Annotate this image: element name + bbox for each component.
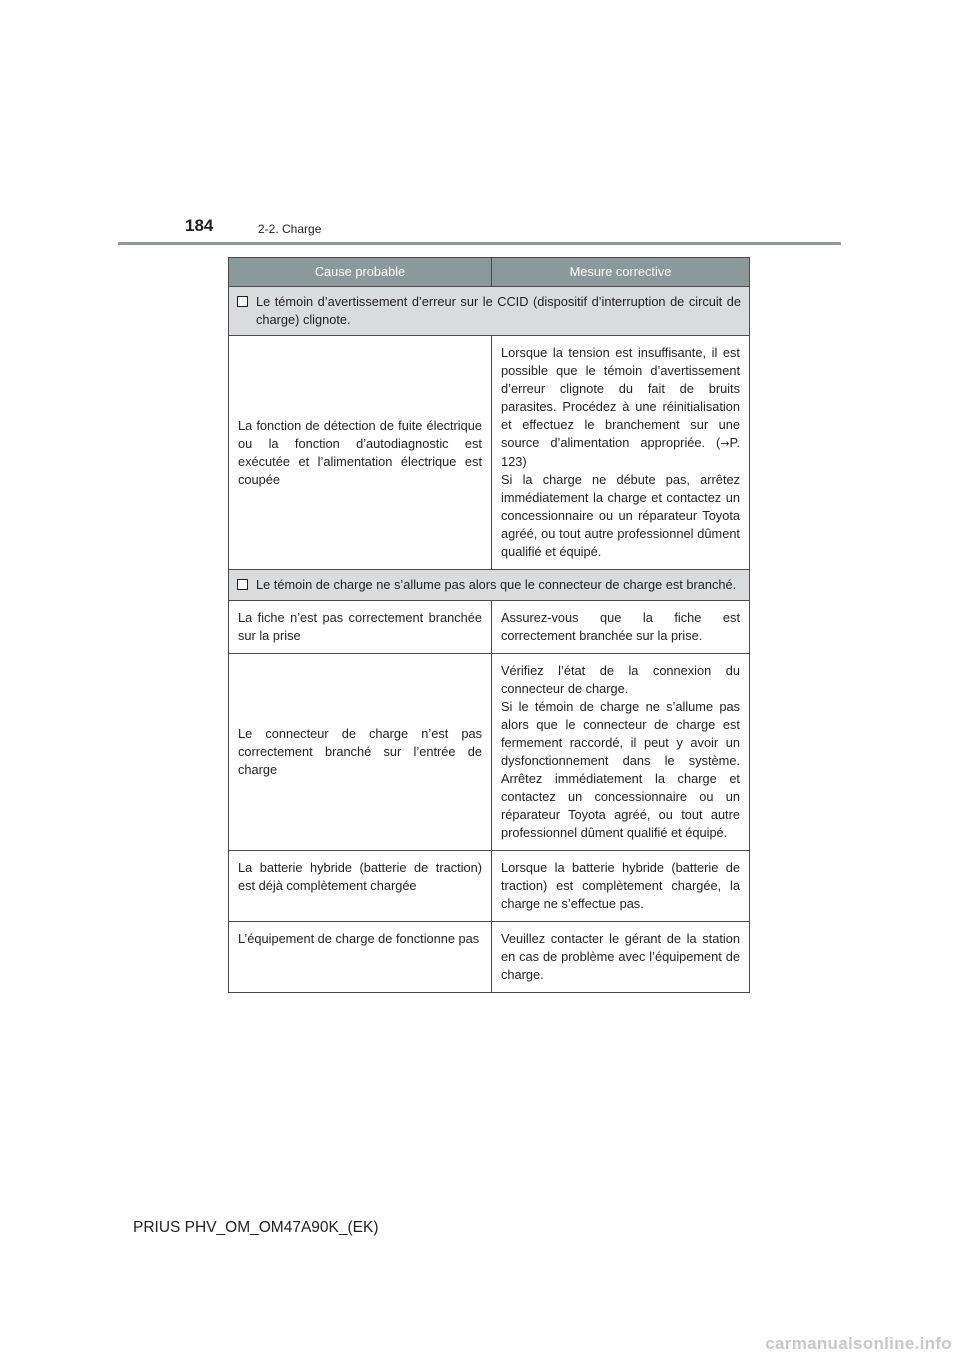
- action-cell: Assurez-vous que la fiche est correctement branchée sur la prise.: [492, 601, 750, 654]
- table-row: [229, 654, 750, 851]
- arrow-right-icon: →: [720, 437, 730, 450]
- action-cell: Lorsque la batterie hybride (batterie de traction) est complètement chargée, la charge ne s’effectue pas.: [492, 851, 750, 922]
- group-title: [229, 287, 750, 336]
- table-header-row: [229, 258, 750, 287]
- cause-cell: L’équipement de charge de fonctionne pas: [229, 922, 492, 993]
- action-text: Vérifiez l’état de la connexion du connecteur de charge.: [501, 663, 740, 696]
- table-row: [229, 601, 750, 654]
- table-row: [229, 336, 750, 570]
- checkbox-bullet-icon: [237, 296, 248, 307]
- action-text: Si la charge ne débute pas, arrêtez immédiatement la charge et contactez un concessionnaire ou un réparateur Toyota agréé, ou tout autre professionnel dûment qualifié et équipé.: [501, 472, 740, 559]
- document-code: PRIUS PHV_OM_OM47A90K_(EK): [133, 1219, 379, 1236]
- action-cell: [492, 654, 750, 851]
- troubleshooting-table: [228, 257, 750, 993]
- group-row: [229, 287, 750, 336]
- header-cause: Cause probable: [229, 258, 492, 287]
- page-number: 184: [185, 216, 214, 235]
- group-title-text: Le témoin de charge ne s’allume pas alors que le connecteur de charge est branché.: [256, 577, 737, 592]
- page-reference[interactable]: P. 123): [501, 435, 740, 469]
- group-title-text: Le témoin d’avertissement d’erreur sur le CCID (dispositif d’interruption de circuit de charge) clignote.: [256, 294, 741, 327]
- watermark: carmanualsonline.info: [765, 1334, 952, 1353]
- cause-cell: Le connecteur de charge n’est pas correctement branché sur l’entrée de charge: [229, 654, 492, 851]
- header-rule: [118, 242, 841, 245]
- section-title: 2-2. Charge: [258, 222, 322, 236]
- table-row: [229, 851, 750, 922]
- cause-cell: La fiche n’est pas correctement branchée sur la prise: [229, 601, 492, 654]
- group-title: [229, 570, 750, 601]
- checkbox-bullet-icon: [237, 579, 248, 590]
- action-text: Lorsque la tension est insuffisante, il est possible que le témoin d’avertissement d’erreur clignote du fait de bruits parasites. Procédez à une réinitialisation et effectuez le branchement sur une source d’alimentation appropriée. (: [501, 345, 740, 450]
- header-action: Mesure corrective: [492, 258, 750, 287]
- action-cell: Veuillez contacter le gérant de la station en cas de problème avec l’équipement de charge.: [492, 922, 750, 993]
- action-cell: [492, 336, 750, 570]
- cause-cell: La batterie hybride (batterie de traction) est déjà complètement chargée: [229, 851, 492, 922]
- table-row: [229, 922, 750, 993]
- group-row: [229, 570, 750, 601]
- action-text: Si le témoin de charge ne s’allume pas alors que le connecteur de charge est fermement raccordé, il peut y avoir un dysfonctionnement dans le système. Arrêtez immédiatement la charge et contactez un concessionnaire ou un réparateur Toyota agréé, ou tout autre professionnel dûment qualifié et équipé.: [501, 699, 740, 840]
- cause-cell: La fonction de détection de fuite électrique ou la fonction d’autodiagnostic est exécutée et l’alimentation électrique est coupée: [229, 336, 492, 570]
